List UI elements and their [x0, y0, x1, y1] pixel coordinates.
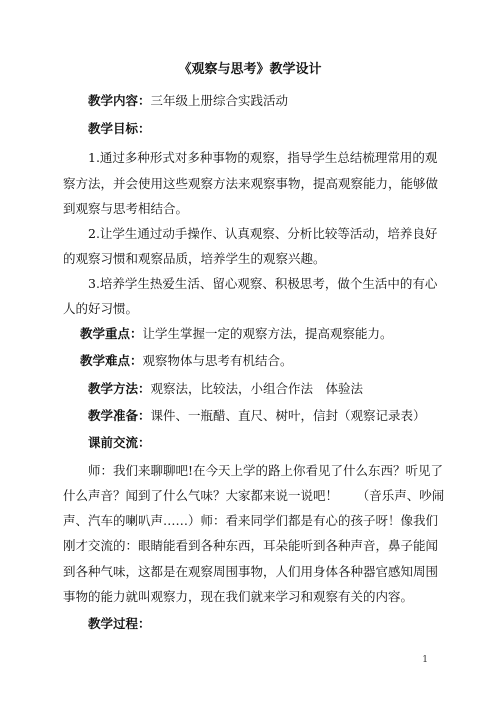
dialogue-line-4: 刚才交流的：眼睛能看到各种东西，耳朵能听到各种声音，鼻子能闻 [63, 538, 439, 553]
teaching-content-line [88, 93, 468, 109]
objective-2-line-1: 2.让学生通过动手操作、认真观察、分析比较等活动，培养良好 [88, 226, 438, 241]
difficulty-label: 教学难点： [80, 353, 143, 368]
methods-label: 教学方法： [88, 381, 151, 396]
dialogue-line-5: 到各种气味，这都是在观察周围事物，人们用身体各种器官感知周围 [63, 564, 439, 579]
teaching-content-label: 教学内容： [88, 93, 151, 108]
key-point-text: 让学生掌握一定的观察方法，提高观察能力。 [142, 326, 393, 341]
page-number: 1 [422, 655, 428, 665]
preparation-text: 课件、一瓶醋、直尺、树叶，信封（观察记录表） [150, 408, 426, 423]
objective-1-line-3: 到观察与思考相结合。 [63, 201, 189, 216]
teaching-content-text: 三年级上册综合实践活动 [150, 93, 289, 108]
key-point-label: 教学重点： [80, 326, 143, 341]
difficulty-line [80, 353, 460, 369]
document-title: 《观察与思考》教学设计 [178, 62, 322, 77]
preparation-label: 教学准备： [88, 408, 151, 423]
preparation-line [88, 408, 468, 424]
dialogue-line-6: 事物的能力就叫观察力，现在我们就来学习和观察有关的内容。 [63, 589, 414, 604]
methods-line [88, 381, 468, 397]
pre-class-heading: 课前交流： [88, 435, 151, 450]
dialogue-line-2: 什么声音？闻到了什么气味？大家都来说一说吧！ （音乐声、吵闹 [63, 488, 445, 503]
dialogue-line-1: 师：我们来聊聊吧!在今天上学的路上你看见了什么东西？听见了 [88, 463, 444, 478]
methods-text: 观察法，比较法，小组合作法 体验法 [150, 381, 364, 396]
objective-2-line-2: 的观察习惯和观察品质，培养学生的观察兴趣。 [63, 251, 326, 266]
key-point-line [80, 326, 460, 342]
objective-3-line-2: 人的好习惯。 [63, 301, 139, 316]
process-heading: 教学过程： [88, 616, 151, 631]
objective-1-line-1: 1.通过多种形式对多种事物的观察，指导学生总结梳理常用的观 [88, 150, 438, 165]
difficulty-text: 观察物体与思考有机结合。 [142, 353, 293, 368]
dialogue-line-3: 声、汽车的喇叭声……）师：看来同学们都是有心的孩子呀！像我们 [63, 513, 439, 528]
objectives-heading: 教学目标： [88, 121, 151, 136]
objective-3-line-1: 3.培养学生热爱生活、留心观察、积极思考，做个生活中的有心 [88, 276, 438, 291]
objective-1-line-2: 察方法，并会使用这些观察方法来观察事物，提高观察能力，能够做 [63, 176, 439, 191]
